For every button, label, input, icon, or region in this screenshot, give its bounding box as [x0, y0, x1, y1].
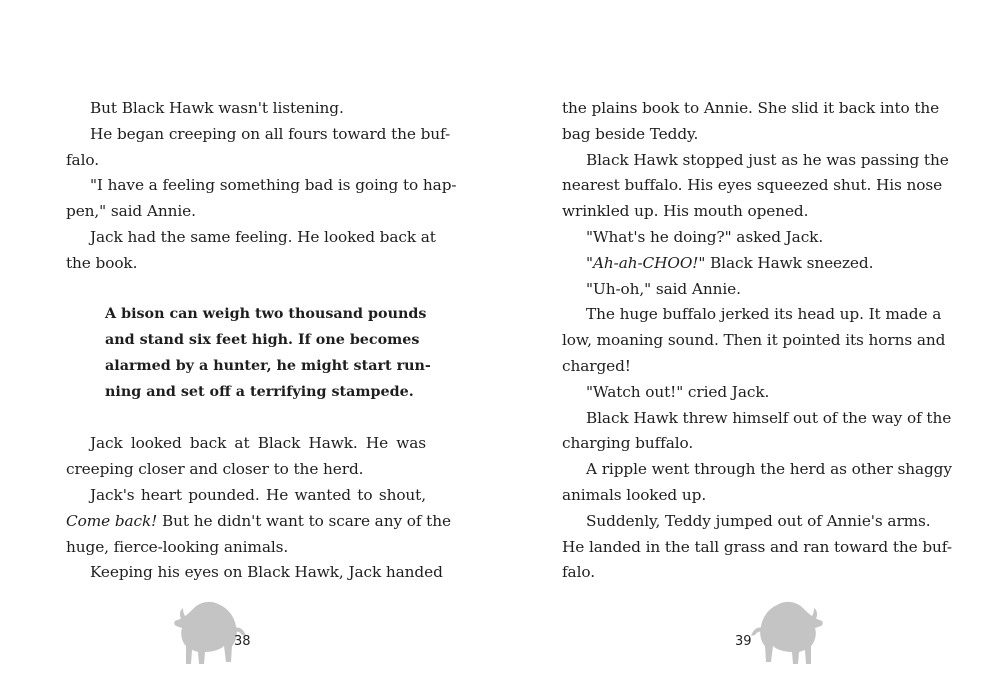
left-page: [66, 96, 457, 586]
text-span: ": [586, 253, 593, 272]
text-line: [562, 251, 922, 277]
text-line: "Watch out!" cried Jack.: [586, 382, 770, 401]
text-line: A ripple went through the herd as other shaggy: [586, 460, 952, 479]
italic-text: Come back!: [66, 511, 158, 530]
page-number: 39: [735, 634, 752, 649]
text-line: He began creeping on all fours toward the buf-: [90, 124, 451, 143]
text-line: But Black Hawk wasn't listening.: [90, 99, 344, 117]
text-line: "Uh-oh," said Annie.: [586, 279, 741, 298]
text-line: low, moaning sound. Then it pointed its horns and: [562, 331, 946, 350]
text-line: falo.: [562, 563, 595, 582]
text-line: falo.: [66, 150, 99, 169]
excerpt-line: A bison can weigh two thousand pounds: [105, 306, 427, 323]
text-line: animals looked up.: [562, 485, 707, 504]
text-line: Black Hawk stopped just as he was passing the: [586, 150, 949, 169]
bison-icon: [749, 598, 825, 666]
text-line: pen," said Annie.: [66, 202, 196, 221]
text-line: Suddenly, Teddy jumped out of Annie's arms.: [586, 511, 931, 530]
excerpt-line: ning and set off a terrifying stampede.: [105, 383, 414, 400]
book-excerpt: [66, 302, 431, 405]
text-line: the book.: [66, 253, 138, 272]
text-line: Jack had the same feeling. He looked back at: [90, 227, 436, 246]
text-line: [66, 509, 451, 535]
page-number: 38: [234, 634, 251, 649]
text-line: Keeping his eyes on Black Hawk, Jack handed: [90, 563, 443, 582]
text-line: wrinkled up. His mouth opened.: [562, 202, 809, 221]
text-line: The huge buffalo jerked its head up. It made a: [586, 305, 942, 324]
text-span: But he didn't want to scare any of the: [157, 511, 451, 530]
text-line: bag beside Teddy.: [562, 124, 699, 143]
text-line: creeping closer and closer to the herd.: [66, 460, 364, 479]
text-line: the plains book to Annie. She slid it back into the: [562, 99, 940, 117]
text-line: Jack's heart pounded. He wanted to shout,: [90, 485, 426, 504]
text-line: charged!: [562, 356, 631, 375]
text-line: nearest buffalo. His eyes squeezed shut. His nose: [562, 176, 943, 195]
excerpt-line: and stand six feet high. If one becomes: [105, 332, 420, 349]
text-line: Black Hawk threw himself out of the way of the: [586, 408, 952, 427]
text-line: "I have a feeling something bad is going to hap-: [90, 176, 457, 195]
right-page: [562, 96, 952, 586]
text-span: " Black Hawk sneezed.: [698, 253, 874, 272]
italic-text: Ah-ah-CHOO!: [592, 253, 699, 272]
text-line: Jack looked back at Black Hawk. He was: [90, 434, 426, 453]
text-line: huge, fierce-looking animals.: [66, 537, 289, 556]
excerpt-line: alarmed by a hunter, he might start run-: [105, 357, 431, 374]
text-line: "What's he doing?" asked Jack.: [586, 227, 824, 246]
text-line: He landed in the tall grass and ran toward the buf-: [562, 537, 952, 556]
bison-icon: [172, 598, 248, 666]
text-line: charging buffalo.: [562, 434, 694, 453]
